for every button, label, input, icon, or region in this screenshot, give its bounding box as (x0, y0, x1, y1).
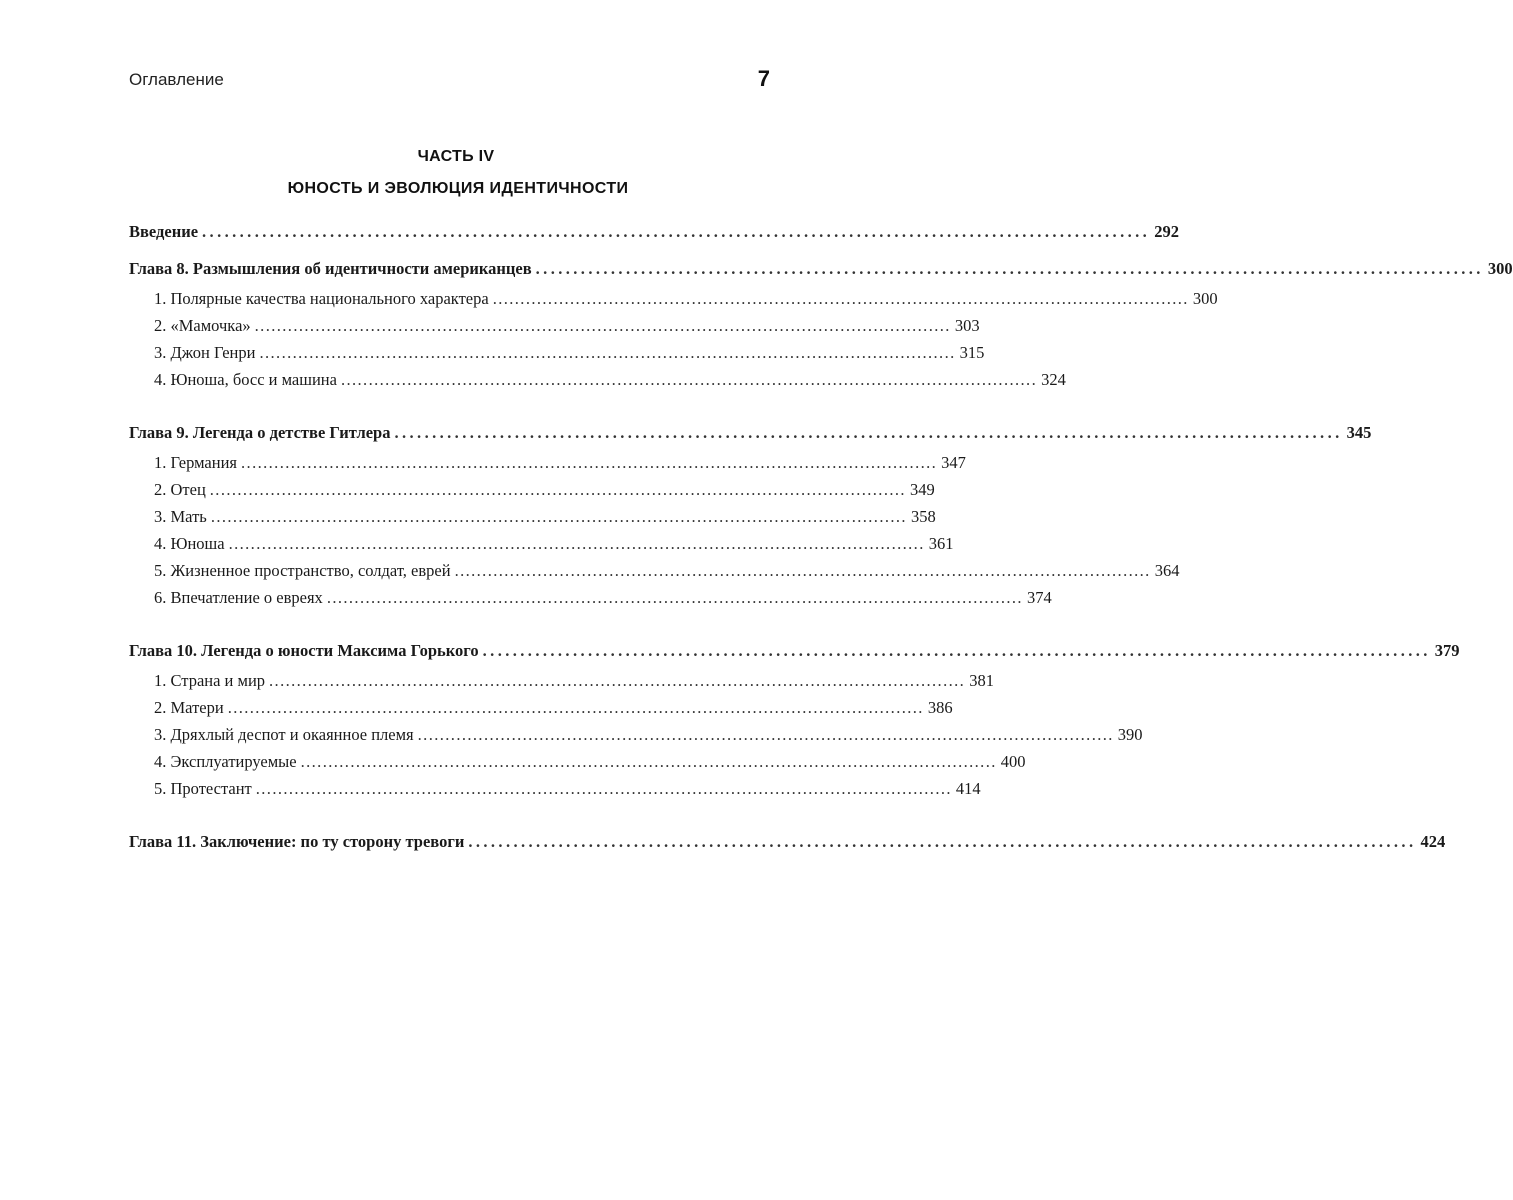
dot-leader: .............................................................................................................................. (210, 507, 907, 526)
toc-section-title: 4. Юноша (154, 534, 225, 553)
toc-chapter-page: 379 (1434, 641, 1460, 660)
toc-section-title: 4. Юноша, босс и машина (154, 370, 337, 389)
toc-section-page: 349 (909, 480, 935, 499)
toc-section[interactable] (129, 584, 1052, 611)
toc-section[interactable] (129, 449, 966, 476)
toc-section-title: 1. Страна и мир (154, 671, 266, 690)
toc-section-title: 2. «Мамочка» (154, 316, 251, 335)
toc-chapter-9[interactable] (129, 419, 1372, 446)
toc-entry-introduction[interactable] (129, 218, 1179, 245)
dot-leader: .............................................................................................................................. (202, 222, 1151, 241)
toc-section[interactable] (129, 775, 981, 802)
toc-section-page: 315 (959, 343, 985, 362)
dot-leader: .............................................................................................................................. (535, 259, 1484, 278)
part-title: ЮНОСТЬ И ЭВОЛЮЦИЯ ИДЕНТИЧНОСТИ (287, 180, 629, 197)
toc-section[interactable] (129, 694, 953, 721)
dot-leader: .............................................................................................................................. (254, 316, 951, 335)
toc-chapter-page: 424 (1420, 832, 1446, 851)
toc-section[interactable] (129, 667, 994, 694)
toc-section-page: 400 (1000, 752, 1026, 771)
toc-section[interactable] (129, 285, 1218, 312)
toc-section[interactable] (129, 557, 1180, 584)
toc-section-title: 3. Дряхлый деспот и окаянное племя (154, 725, 414, 744)
toc-chapter-10[interactable] (129, 637, 1460, 664)
dot-leader: .............................................................................................................................. (468, 832, 1417, 851)
toc-section-title: 2. Отец (154, 480, 206, 499)
toc-chapter-title: Глава 8. Размышления об идентичности американцев (129, 259, 532, 278)
toc-section-title: 3. Мать (154, 507, 207, 526)
toc-section-page: 303 (954, 316, 980, 335)
toc-section-page: 300 (1192, 289, 1218, 308)
dot-leader: .............................................................................................................................. (394, 423, 1343, 442)
toc-section-title: 6. Впечатление о евреях (154, 588, 323, 607)
toc-section[interactable] (129, 339, 985, 366)
table-of-contents (129, 218, 1513, 855)
toc-chapter-page: 300 (1487, 259, 1513, 278)
part-label: ЧАСТЬ IV (417, 148, 495, 165)
part-heading (0, 146, 900, 200)
toc-chapter-title: Глава 10. Легенда о юности Максима Горького (129, 641, 479, 660)
toc-section-title: 2. Матери (154, 698, 224, 717)
toc-section-title: 1. Полярные качества национального характера (154, 289, 489, 308)
dot-leader: .............................................................................................................................. (417, 725, 1114, 744)
dot-leader: .............................................................................................................................. (482, 641, 1431, 660)
dot-leader: .............................................................................................................................. (241, 453, 938, 472)
dot-leader: .............................................................................................................................. (340, 370, 1038, 389)
toc-section[interactable] (129, 312, 980, 339)
toc-section-page: 390 (1117, 725, 1143, 744)
toc-chapter-title: Глава 9. Легенда о детстве Гитлера (129, 423, 391, 442)
toc-section-page: 358 (910, 507, 936, 526)
dot-leader: .............................................................................................................................. (255, 779, 952, 798)
toc-section-page: 381 (969, 671, 994, 690)
toc-section-title: 1. Германия (154, 453, 238, 472)
dot-leader: .............................................................................................................................. (492, 289, 1189, 308)
dot-leader: .............................................................................................................................. (269, 671, 966, 690)
toc-section-page: 361 (928, 534, 954, 553)
dot-leader: .............................................................................................................................. (228, 534, 925, 553)
toc-section[interactable] (129, 530, 954, 557)
toc-section[interactable] (129, 748, 1026, 775)
toc-section-title: 5. Жизненное пространство, солдат, еврей (154, 561, 451, 580)
toc-section-page: 374 (1026, 588, 1052, 607)
toc-section-title: 3. Джон Генри (154, 343, 256, 362)
toc-section-page: 364 (1154, 561, 1180, 580)
toc-chapter-11[interactable] (129, 828, 1446, 855)
running-head: Оглавление (129, 70, 224, 89)
toc-section-title: 4. Эксплуатируемые (154, 752, 297, 771)
toc-section-page: 347 (941, 453, 966, 472)
dot-leader: .............................................................................................................................. (326, 588, 1023, 607)
toc-entry-title: Введение (129, 222, 199, 241)
toc-section-page: 386 (927, 698, 953, 717)
toc-entry-page: 292 (1154, 222, 1179, 241)
toc-section[interactable] (129, 503, 936, 530)
toc-section-page: 414 (955, 779, 981, 798)
dot-leader: .............................................................................................................................. (227, 698, 924, 717)
page-number: 7 (757, 66, 770, 91)
toc-section[interactable] (129, 366, 1066, 393)
toc-chapter-8[interactable] (129, 255, 1513, 282)
dot-leader: .............................................................................................................................. (300, 752, 997, 771)
dot-leader: .............................................................................................................................. (209, 480, 906, 499)
toc-chapter-title: Глава 11. Заключение: по ту сторону тревоги (129, 832, 465, 851)
toc-section[interactable] (129, 721, 1143, 748)
toc-chapter-page: 345 (1346, 423, 1372, 442)
dot-leader: .............................................................................................................................. (454, 561, 1151, 580)
toc-section-title: 5. Протестант (154, 779, 252, 798)
dot-leader: .............................................................................................................................. (259, 343, 956, 362)
toc-section[interactable] (129, 476, 935, 503)
toc-section-page: 324 (1041, 370, 1066, 389)
